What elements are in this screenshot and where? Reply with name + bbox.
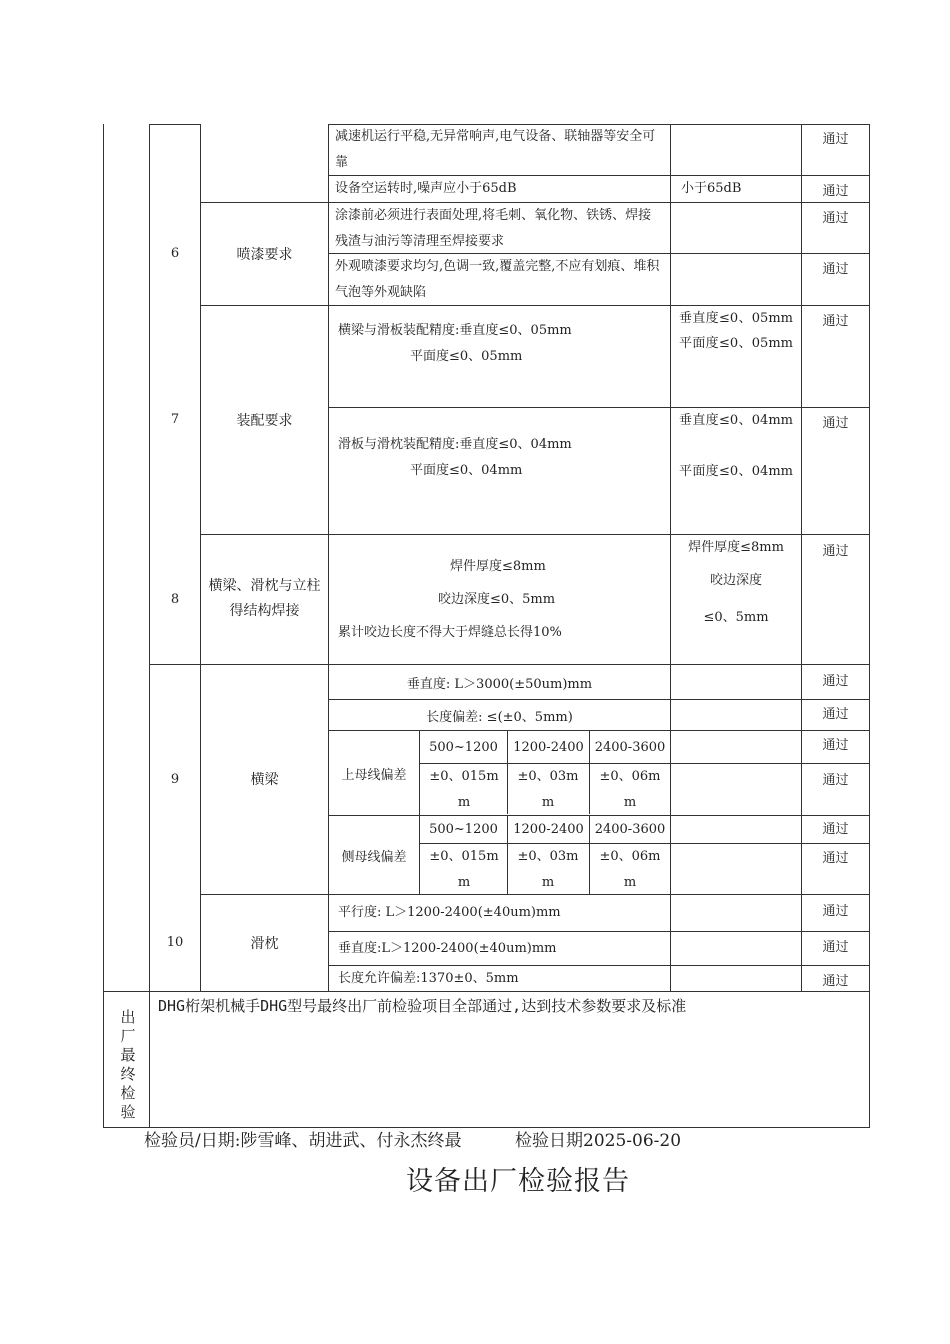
upper-range-2: 1200-2400	[513, 739, 584, 755]
row-9-verticality-result: 通过	[822, 674, 849, 689]
row-line-16	[103, 991, 870, 992]
side-range-1: 500~1200	[429, 822, 498, 837]
row-6-requirement-2: 外观喷漆要求均匀,色调一致,覆盖完整,不应有划痕、堆积气泡等外观缺陷	[335, 259, 660, 300]
row-6-number: 6	[170, 246, 180, 261]
upper-busbar-label: 上母线偏差	[341, 767, 407, 783]
row-8-result: 通过	[822, 544, 849, 559]
next-page-title: 设备出厂检验报告	[406, 1166, 630, 1197]
row-7-result-2: 通过	[822, 416, 849, 431]
row-6-result-1: 通过	[822, 211, 849, 226]
row-8-requirement-a: 焊件厚度≤8mm	[450, 559, 546, 574]
row-6-pre-result-2: 通过	[822, 184, 849, 199]
inspector-signature: 检验员/日期:陟雪峰、胡进武、付永杰终最	[144, 1131, 462, 1151]
upper-range-3: 2400-3600	[594, 739, 666, 755]
table-border-left	[103, 124, 104, 1128]
row-8-title: 横梁、滑枕与立柱得结构焊接	[208, 578, 321, 619]
row-7-requirement-2b: 平面度≤0、04mm	[410, 463, 523, 478]
row-9-title: 横梁	[250, 772, 279, 788]
upper-tolerance-2: ±0、03mm	[517, 769, 579, 810]
upper-result-1: 通过	[822, 738, 849, 753]
row-7-requirement-1a: 横梁与滑板装配精度:垂直度≤0、05mm	[338, 323, 572, 338]
row-9-length-result: 通过	[822, 707, 849, 722]
final-inspection-label: 出厂最终检验	[120, 1008, 136, 1121]
side-range-3: 2400-3600	[594, 822, 666, 837]
row-10-number: 10	[166, 935, 184, 950]
row-6-pre-requirement-1: 减速机运行平稳,无异常响声,电气设备、联轴器等安全可靠	[335, 129, 656, 170]
row-10-parallelism: 平行度: L＞1200-2400(±40um)mm	[338, 905, 561, 920]
side-busbar-label: 侧母线偏差	[341, 849, 407, 865]
upper-tolerance-1: ±0、015mm	[429, 769, 499, 810]
row-8-requirement-c: 累计咬边长度不得大于焊缝总长得10%	[338, 625, 562, 640]
row-6-pre-measure-2: 小于65dB	[681, 181, 742, 196]
row-9-number: 9	[170, 771, 180, 787]
upper-tolerance-3: ±0、06mm	[599, 769, 661, 810]
table-top-no	[149, 124, 200, 125]
row-7-measure-2b: 平面度≤0、04mm	[679, 464, 793, 479]
row-10-verticality-result: 通过	[822, 940, 849, 955]
inspection-date: 检验日期2025-06-20	[515, 1131, 682, 1151]
row-8-measure-a: 焊件厚度≤8mm	[688, 540, 784, 555]
row-6-title: 喷漆要求	[236, 246, 293, 263]
row-8-requirement-b: 咬边深度≤0、5mm	[438, 592, 556, 607]
upper-result-2: 通过	[822, 773, 849, 788]
row-8-measure-b: 咬边深度	[709, 573, 762, 588]
side-tolerance-1: ±0、015mm	[429, 849, 499, 890]
side-tolerance-3: ±0、06mm	[599, 849, 661, 890]
side-result-1: 通过	[822, 822, 849, 837]
row-6-requirement-1: 涂漆前必须进行表面处理,将毛刺、氧化物、铁锈、焊接残渣与油污等清理至焊接要求	[335, 208, 652, 249]
row-10-verticality: 垂直度:L＞1200-2400(±40um)mm	[338, 941, 557, 956]
row-7-measure-1: 垂直度≤0、05mm 平面度≤0、05mm	[679, 311, 793, 351]
row-7-requirement-2a: 滑板与滑枕装配精度:垂直度≤0、04mm	[338, 437, 572, 452]
row-7-requirement-1b: 平面度≤0、05mm	[410, 349, 523, 364]
row-9-verticality: 垂直度: L＞3000(±50um)mm	[406, 676, 593, 692]
side-range-2: 1200-2400	[513, 822, 584, 837]
row-6-pre-result-1: 通过	[822, 132, 849, 147]
row-10-length-result: 通过	[822, 974, 849, 989]
row-8-number: 8	[170, 591, 180, 607]
table-border-right	[869, 124, 870, 1128]
row-7-result-1: 通过	[822, 314, 849, 329]
row-7-number: 7	[170, 412, 180, 427]
side-tolerance-2: ±0、03mm	[517, 849, 579, 890]
row-10-length: 长度允许偏差:1370±0、5mm	[338, 971, 519, 986]
row-8-measure-c: ≤0、5mm	[703, 610, 769, 625]
row-7-measure-2a: 垂直度≤0、04mm	[679, 413, 793, 428]
row-6-pre-requirement-2: 设备空运转时,噪声应小于65dB	[335, 181, 517, 196]
row-10-title: 滑枕	[250, 935, 279, 952]
row-10-parallelism-result: 通过	[822, 904, 849, 919]
side-result-2: 通过	[822, 851, 849, 866]
upper-range-1: 500~1200	[429, 739, 498, 755]
row-7-title: 装配要求	[236, 412, 293, 429]
final-inspection-text: DHG桁架机械手DHG型号最终出厂前检验项目全部通过,达到技术参数要求及标准	[158, 997, 687, 1015]
row-6-result-2: 通过	[822, 262, 849, 277]
row-9-length: 长度偏差: ≤(±0、5mm)	[426, 709, 573, 725]
